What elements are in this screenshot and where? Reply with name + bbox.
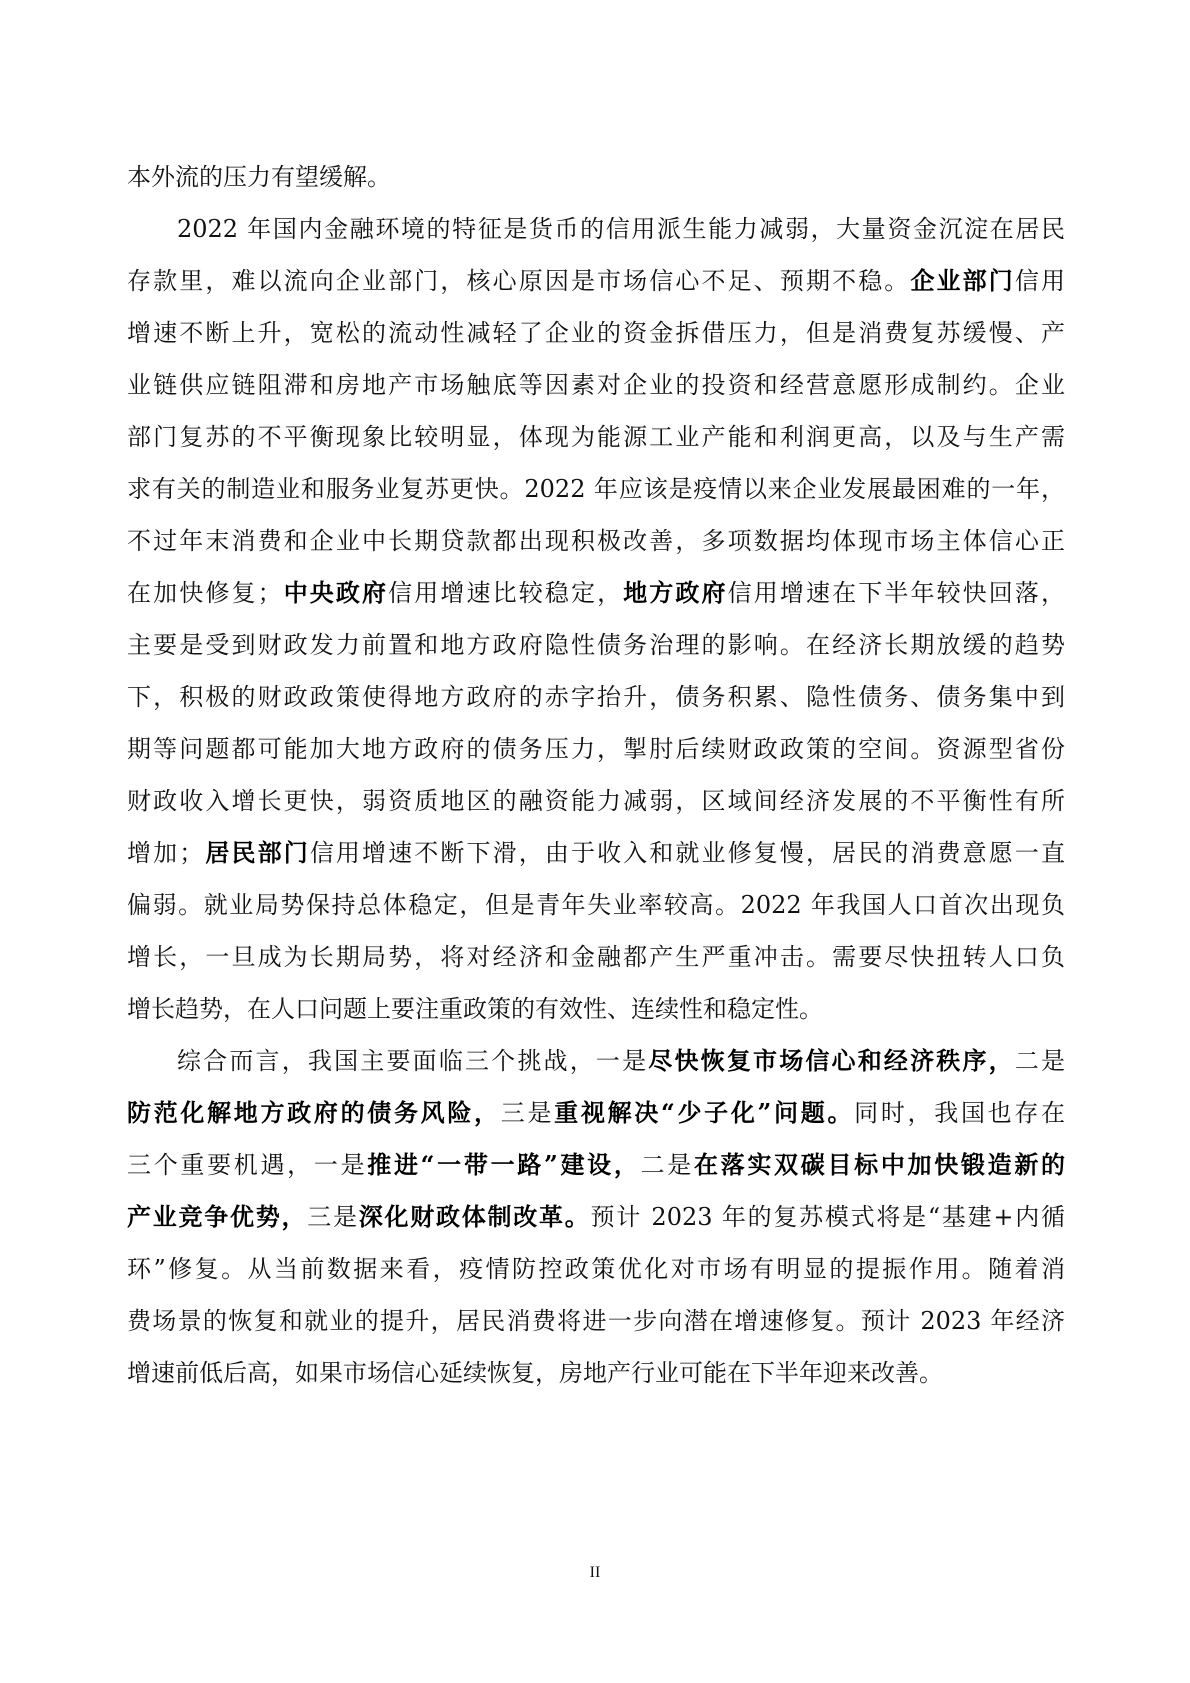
body-text [127,151,1065,1399]
text-run: 求有关的制造业和服务业复苏更快。2022 年应该是疫情以来企业发展最困难的一年， [127,475,1065,503]
bold-text: 推进“一带一路”建设， [367,1150,641,1179]
text-line [127,1347,1065,1399]
text-run: 下，积极的财政政策使得地方政府的赤字抬升，债务积累、隐性债务、债务集中到 [127,683,1065,711]
text-line [127,359,1065,411]
paragraph [127,151,1065,203]
text-run: 偏弱。就业局势保持总体稳定，但是青年失业率较高。2022 年我国人口首次出现负 [127,891,1065,919]
text-line [127,255,1065,307]
text-line [127,1035,1065,1087]
text-run: 增加； [127,839,204,867]
text-run: 增速前低后高，如果市场信心延续恢复，房地产行业可能在下半年迎来改善。 [127,1359,943,1387]
bold-text: 居民部门 [203,838,310,867]
bold-text: 尽快恢复市场信心和经济秩序， [648,1046,1015,1075]
bold-text: 重视解决“少子化”问题。 [554,1098,855,1127]
text-run: 环”修复。从当前数据来看，疫情防控政策优化对市场有明显的提振作用。随着消 [127,1255,1065,1283]
text-run: 不过年末消费和企业中长期贷款都出现积极改善，多项数据均体现市场主体信心正 [127,527,1065,555]
text-run: 信用 [1014,267,1066,295]
text-run: 在加快修复； [127,579,282,607]
text-line [127,983,1065,1035]
text-run: 存款里，难以流向企业部门，核心原因是市场信心不足、预期不稳。 [127,267,911,295]
text-run: 本外流的压力有望缓解。 [127,163,391,191]
text-run: 二是 [640,1151,694,1179]
text-line [127,411,1065,463]
text-run: 增速不断上升，宽松的流动性减轻了企业的资金拆借压力，但是消费复苏缓慢、产 [127,319,1065,347]
text-run: 预计 2023 年的复苏模式将是“基建+内循 [590,1203,1066,1231]
text-run: 主要是受到财政发力前置和地方政府隐性债务治理的影响。在经济长期放缓的趋势 [127,631,1065,659]
text-run: 三是 [500,1099,555,1127]
text-line [127,1087,1065,1139]
text-line [127,203,1065,255]
bold-text: 在落实双碳目标中加快锻造新的 [693,1150,1066,1179]
text-line [127,151,1065,203]
bold-text: 企业部门 [910,266,1015,295]
text-run: 同时，我国也存在 [854,1099,1066,1127]
page-number: II [589,1564,601,1581]
bold-text: 防范化解地方政府的债务风险， [127,1098,501,1127]
text-line [127,567,1065,619]
text-line [127,931,1065,983]
text-line [127,671,1065,723]
bold-text: 产业竞争优势， [127,1202,308,1231]
text-line [127,723,1065,775]
paragraph [127,203,1065,1035]
text-line [127,515,1065,567]
text-run: 2022 年国内金融环境的特征是货币的信用派生能力减弱，大量资金沉淀在居民 [177,215,1065,243]
paragraph [127,1035,1065,1399]
text-run: 增长，一旦成为长期局势，将对经济和金融都产生严重冲击。需要尽快扭转人口负 [127,943,1065,971]
text-line [127,1243,1065,1295]
text-line [127,463,1065,515]
text-run: 费场景的恢复和就业的提升，居民消费将进一步向潜在增速修复。预计 2023 年经济 [127,1307,1065,1335]
text-line [127,1139,1065,1191]
bold-text: 中央政府 [281,578,389,607]
text-line [127,1295,1065,1347]
text-line [127,827,1065,879]
text-run: 增长趋势，在人口问题上要注重政策的有效性、连续性和稳定性。 [127,995,823,1023]
bold-text: 地方政府 [623,578,728,607]
text-run: 信用增速不断下滑，由于收入和就业修复慢，居民的消费意愿一直 [309,839,1066,867]
text-line [127,619,1065,671]
text-run: 综合而言，我国主要面临三个挑战，一是 [177,1047,649,1075]
text-run: 期等问题都可能加大地方政府的债务压力，掣肘后续财政政策的空间。资源型省份 [127,735,1065,763]
text-run: 部门复苏的不平衡现象比较明显，体现为能源工业产能和利润更高，以及与生产需 [127,423,1065,451]
text-line [127,1191,1065,1243]
bold-text: 深化财政体制改革。 [358,1202,591,1231]
text-line [127,307,1065,359]
text-run: 三是 [307,1203,359,1231]
text-run: 二是 [1014,1047,1066,1075]
text-line [127,775,1065,827]
text-run: 信用增速比较稳定， [388,579,624,607]
text-run: 业链供应链阻滞和房地产市场触底等因素对企业的投资和经营意愿形成制约。企业 [127,371,1065,399]
text-run: 三个重要机遇，一是 [127,1151,368,1179]
text-run: 信用增速在下半年较快回落， [727,579,1066,607]
text-line [127,879,1065,931]
text-run: 财政收入增长更快，弱资质地区的融资能力减弱，区域间经济发展的不平衡性有所 [127,787,1065,815]
